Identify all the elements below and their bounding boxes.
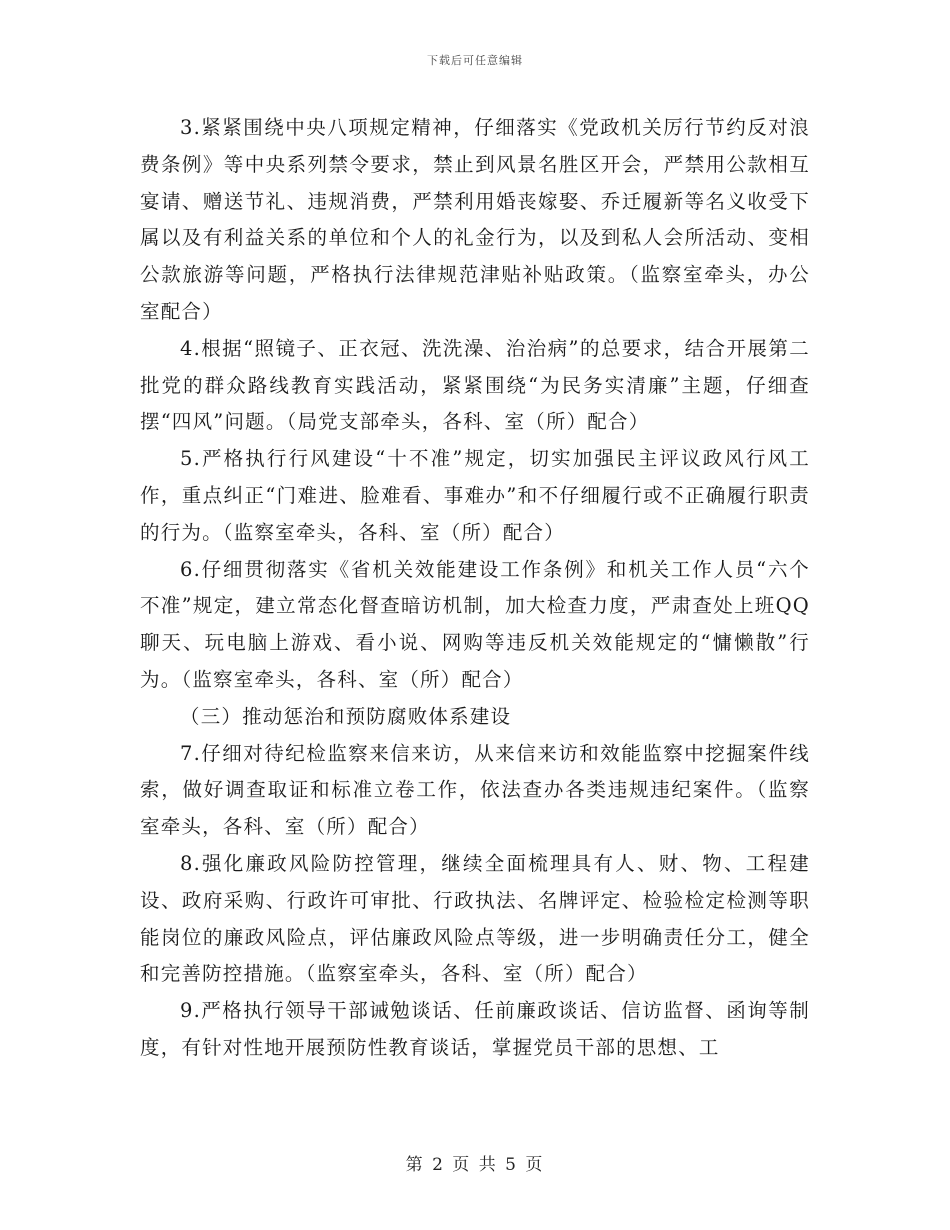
section-heading: （三）推动惩治和预防腐败体系建设 — [180, 704, 512, 728]
paragraph-item-4: 4.根据“照镜子、正衣冠、洗洗澡、治治病”的总要求，结合开展第二批党的群众路线教育实践活动，紧紧围绕“为民务实清廉”主题，仔细查摆“四风”问题。（局党支部牵头，各科、室（所）配合） — [140, 336, 810, 434]
page-footer: 第 2 页 共 5 页 — [405, 1155, 545, 1175]
paragraph-item-9: 9.严格执行领导干部诫勉谈话、任前廉政谈话、信访监督、函询等制度，有针对性地开展预防性教育谈话，掌握党员干部的思想、工 — [140, 999, 810, 1059]
paragraph-item-5: 5.严格执行行风建设“十不准”规定，切实加强民主评议政风行风工作，重点纠正“门难进、脸难看、事难办”和不仔细履行或不正确履行职责的行为。（监察室牵头，各科、室（所）配合） — [140, 447, 810, 544]
paragraph-item-8: 8.强化廉政风险防控管理，继续全面梳理具有人、财、物、工程建设、政府采购、行政许可审批、行政执法、名牌评定、检验检定检测等职能岗位的廉政风险点，评估廉政风险点等级，进一步明确责任分工，健全和完善防控措施。（监察室牵头，各科、室（所）配合） — [140, 851, 810, 986]
paragraph-item-7: 7.仔细对待纪检监察来信来访，从来信来访和效能监察中挖掘案件线索，做好调查取证和标准立卷工作，依法查办各类违规违纪案件。（监察室牵头，各科、室（所）配合） — [140, 741, 810, 839]
paragraph-item-6: 6.仔细贯彻落实《省机关效能建设工作条例》和机关工作人员“六个不准”规定，建立常态化督查暗访机制，加大检查力度，严肃查处上班QQ聊天、玩电脑上游戏、看小说、网购等违反机关效能规定的“慵懒散”行为。（监察室牵头，各科、室（所）配合） — [140, 557, 810, 691]
document-body — [140, 110, 810, 1067]
page-header: 下载后可任意编辑 — [427, 54, 523, 67]
paragraph-item-3: 3.紧紧围绕中央八项规定精神，仔细落实《党政机关厉行节约反对浪费条例》等中央系列禁令要求，禁止到风景名胜区开会，严禁用公款相互宴请、赠送节礼、违规消费，严禁利用婚丧嫁娶、乔迁履新等名义收受下属以及有利益关系的单位和个人的礼金行为，以及到私人会所活动、变相公款旅游等问题，严格执行法律规范津贴补贴政策。（监察室牵头，办公室配合） — [140, 116, 810, 323]
